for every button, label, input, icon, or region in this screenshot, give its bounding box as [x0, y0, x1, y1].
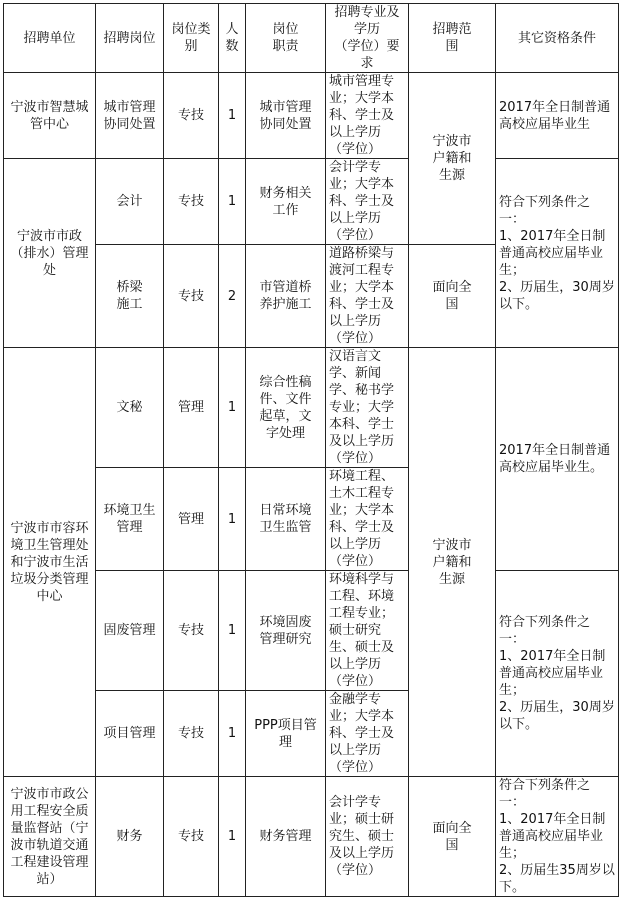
condition-cell: 符合下列条件之一： 1、2017年全日制普通高校应届毕业生； 2、历届生，30周岁以下。	[496, 159, 619, 348]
count-cell: 1	[219, 468, 246, 571]
type-cell: 专技	[164, 691, 219, 777]
condition-cell: 2017年全日制普通高校应届毕业生	[496, 73, 619, 159]
condition-cell: 符合下列条件之一： 1、2017年全日制普通高校应届毕业生； 2、历届生，30周岁以下。	[496, 571, 619, 777]
header-cell: 招聘单位	[4, 4, 96, 73]
table-row	[4, 571, 619, 691]
scope-cell: 宁波市 户籍和 生源	[409, 348, 496, 777]
major-cell: 会计学专业；大学本科、学士及以上学历（学位）	[326, 159, 409, 245]
major-cell: 汉语言文学、新闻学、秘书学专业；大学本科、学士及以上学历（学位）	[326, 348, 409, 468]
duty-cell: 综合性稿 件、文件 起草，文 字处理	[246, 348, 326, 468]
major-cell: 道路桥梁与渡河工程专业；大学本科、学士及以上学历（学位）	[326, 245, 409, 348]
type-cell: 管理	[164, 468, 219, 571]
duty-cell: 市管道桥 养护施工	[246, 245, 326, 348]
type-cell: 专技	[164, 73, 219, 159]
post-cell: 文秘	[96, 348, 164, 468]
duty-cell: 城市管理 协同处置	[246, 73, 326, 159]
major-cell: 城市管理专业；大学本科、学士及以上学历（学位）	[326, 73, 409, 159]
major-cell: 环境科学与工程、环境工程专业；硕士研究生、硕士及以上学历（学位）	[326, 571, 409, 691]
count-cell: 1	[219, 777, 246, 897]
duty-cell: PPP项目管 理	[246, 691, 326, 777]
count-cell: 1	[219, 159, 246, 245]
duty-cell: 环境固废 管理研究	[246, 571, 326, 691]
post-cell: 环境卫生 管理	[96, 468, 164, 571]
header-cell: 岗位 职责	[246, 4, 326, 73]
header-cell: 招聘专业及学历 （学位）要求	[326, 4, 409, 73]
count-cell: 1	[219, 691, 246, 777]
header-cell: 招聘范 围	[409, 4, 496, 73]
type-cell: 专技	[164, 777, 219, 897]
type-cell: 专技	[164, 159, 219, 245]
post-cell: 会计	[96, 159, 164, 245]
duty-cell: 财务相关 工作	[246, 159, 326, 245]
type-cell: 管理	[164, 348, 219, 468]
recruitment-table	[3, 3, 619, 897]
header-cell: 人 数	[219, 4, 246, 73]
header-cell: 招聘岗位	[96, 4, 164, 73]
post-cell: 财务	[96, 777, 164, 897]
count-cell: 1	[219, 73, 246, 159]
unit-cell: 宁波市市政 （排水）管理 处	[4, 159, 96, 348]
condition-cell: 符合下列条件之一： 1、2017年全日制普通高校应届毕业生； 2、历届生35周岁以下。	[496, 777, 619, 897]
post-cell: 固废管理	[96, 571, 164, 691]
major-cell: 会计学专业；硕士研究生、硕士及以上学历（学位）	[326, 777, 409, 897]
duty-cell: 日常环境 卫生监管	[246, 468, 326, 571]
post-cell: 项目管理	[96, 691, 164, 777]
scope-cell: 宁波市 户籍和 生源	[409, 73, 496, 245]
header-cell: 岗位类 别	[164, 4, 219, 73]
condition-cell: 2017年全日制普通高校应届毕业生。	[496, 348, 619, 571]
table-row	[4, 73, 619, 159]
major-cell: 环境工程、土木工程专业；大学本科、学士及以上学历（学位）	[326, 468, 409, 571]
unit-cell: 宁波市市政公 用工程安全质 量监督站（宁 波市轨道交通 工程建设管理 站）	[4, 777, 96, 897]
count-cell: 2	[219, 245, 246, 348]
scope-cell: 面向全 国	[409, 777, 496, 897]
major-cell: 金融学专业；大学本科、学士及以上学历（学位）	[326, 691, 409, 777]
unit-cell: 宁波市智慧城 管中心	[4, 73, 96, 159]
type-cell: 专技	[164, 571, 219, 691]
table-row	[4, 777, 619, 897]
count-cell: 1	[219, 348, 246, 468]
count-cell: 1	[219, 571, 246, 691]
header-row	[4, 4, 619, 73]
table-row	[4, 159, 619, 245]
scope-cell: 面向全 国	[409, 245, 496, 348]
unit-cell: 宁波市市容环 境卫生管理处 和宁波市生活 垃圾分类管理 中心	[4, 348, 96, 777]
table-row	[4, 348, 619, 468]
header-cell: 其它资格条件	[496, 4, 619, 73]
duty-cell: 财务管理	[246, 777, 326, 897]
post-cell: 桥梁 施工	[96, 245, 164, 348]
type-cell: 专技	[164, 245, 219, 348]
post-cell: 城市管理 协同处置	[96, 73, 164, 159]
